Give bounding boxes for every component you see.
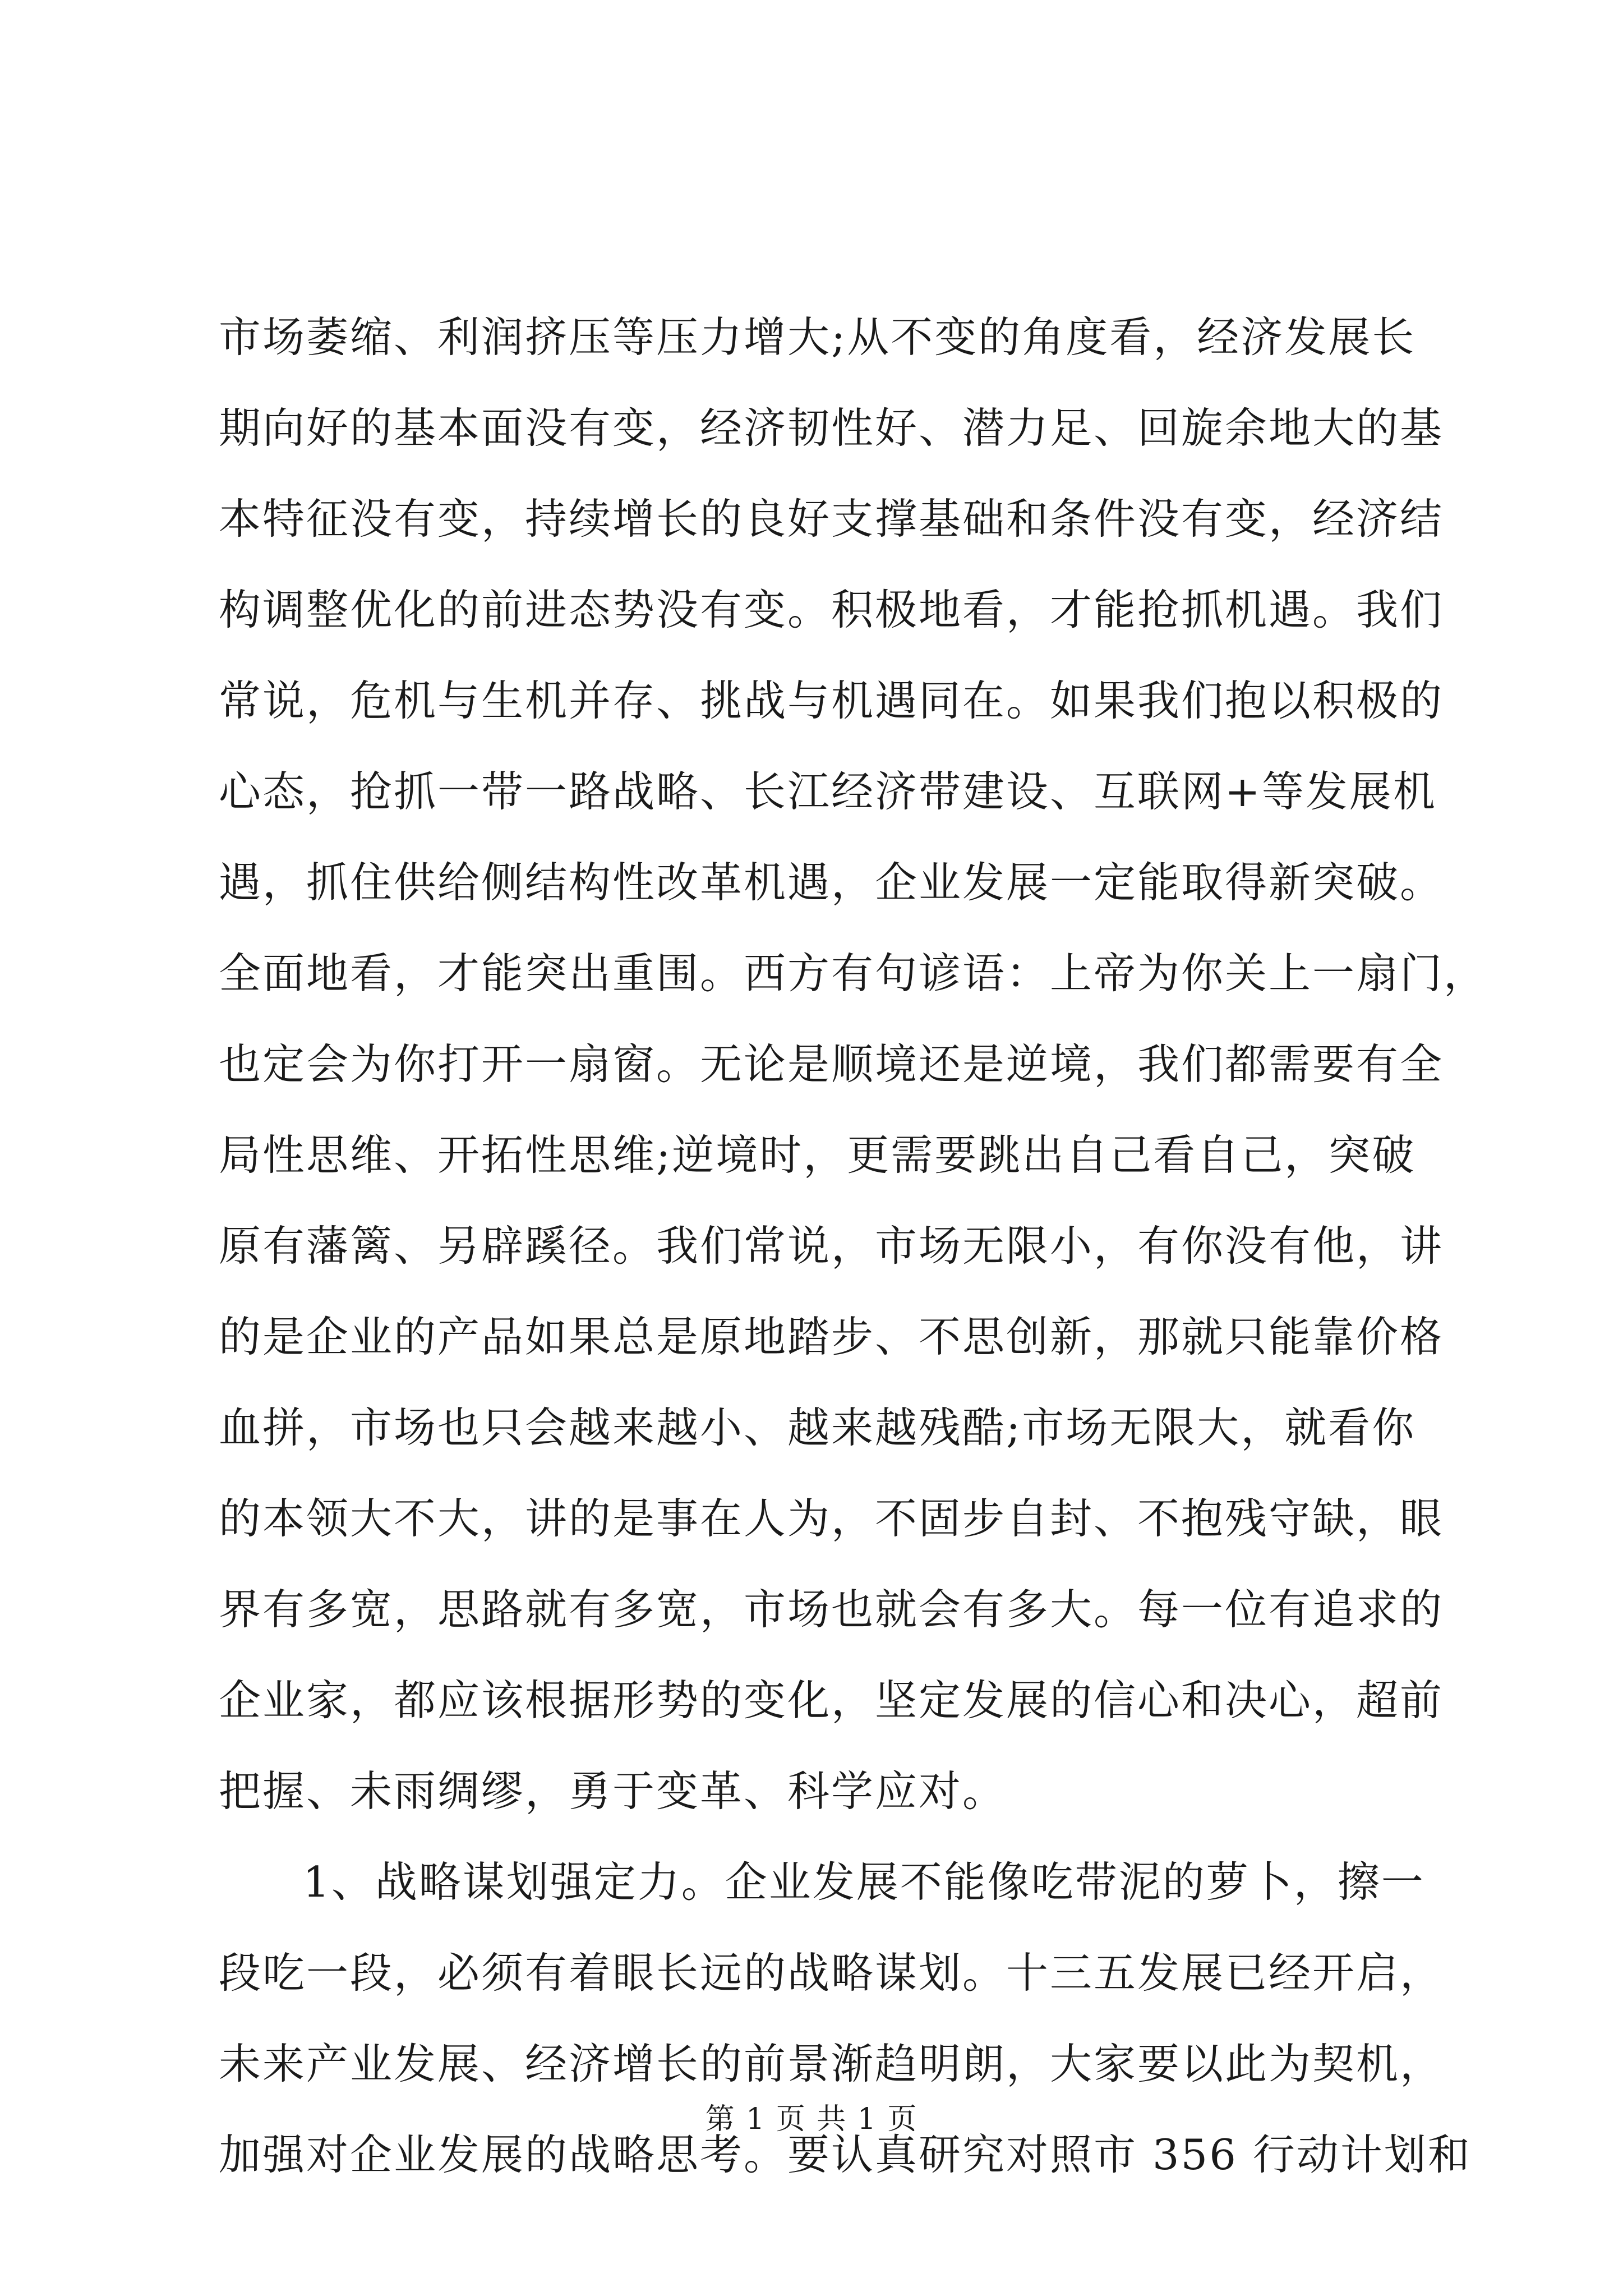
text-line: 本特征没有变，持续增长的良好支撑基础和条件没有变，经济结	[219, 494, 1444, 544]
text-line: 未来产业发展、经济增长的前景渐趋明朗，大家要以此为契机，	[219, 2039, 1444, 2088]
text-line: 心态，抢抓一带一路战略、长江经济带建设、互联网+等发展机	[219, 767, 1437, 816]
text-line: 也定会为你打开一扇窗。无论是顺境还是逆境，我们都需要有全	[219, 1039, 1444, 1089]
text-line: 构调整优化的前进态势没有变。积极地看，才能抢抓机遇。我们	[219, 585, 1444, 634]
text-line: 段吃一段，必须有着眼长远的战略谋划。十三五发展已经开启，	[219, 1948, 1444, 1998]
text-line: 的本领大不大，讲的是事在人为，不固步自封、不抱残守缺，眼	[219, 1494, 1444, 1543]
page-footer: 第 1 页 共 1 页	[705, 2102, 918, 2136]
paragraph	[219, 1837, 1472, 2200]
text-line: 界有多宽，思路就有多宽，市场也就会有多大。每一位有追求的	[219, 1585, 1444, 1634]
text-line: 企业家，都应该根据形势的变化，坚定发展的信心和决心，超前	[219, 1676, 1444, 1725]
text-line: 常说，危机与生机并存、挑战与机遇同在。如果我们抱以积极的	[219, 676, 1444, 725]
text-line: 把握、未雨绸缪，勇于变革、科学应对。	[219, 1766, 1007, 1816]
text-line: 全面地看，才能突出重围。西方有句谚语：上帝为你关上一扇门，	[219, 949, 1488, 998]
document-body	[219, 292, 1488, 2200]
text-line: 血拼，市场也只会越来越小、越来越残酷;市场无限大，就看你	[219, 1403, 1416, 1452]
text-line: 局性思维、开拓性思维;逆境时，更需要跳出自己看自己，突破	[219, 1130, 1416, 1180]
paragraph	[219, 292, 1488, 1837]
text-line: 1、战略谋划强定力。企业发展不能像吃带泥的萝卜，擦一	[303, 1857, 1425, 1907]
text-line: 期向好的基本面没有变，经济韧性好、潜力足、回旋余地大的基	[219, 403, 1444, 453]
text-line: 原有藩篱、另辟蹊径。我们常说，市场无限小，有你没有他，讲	[219, 1221, 1444, 1271]
text-line: 的是企业的产品如果总是原地踏步、不思创新，那就只能靠价格	[219, 1312, 1444, 1361]
text-line: 遇，抓住供给侧结构性改革机遇，企业发展一定能取得新突破。	[219, 858, 1444, 907]
text-line: 市场萎缩、利润挤压等压力增大;从不变的角度看，经济发展长	[219, 312, 1416, 362]
text-line: 加强对企业发展的战略思考。要认真研究对照市 356 行动计划和	[219, 2130, 1472, 2179]
